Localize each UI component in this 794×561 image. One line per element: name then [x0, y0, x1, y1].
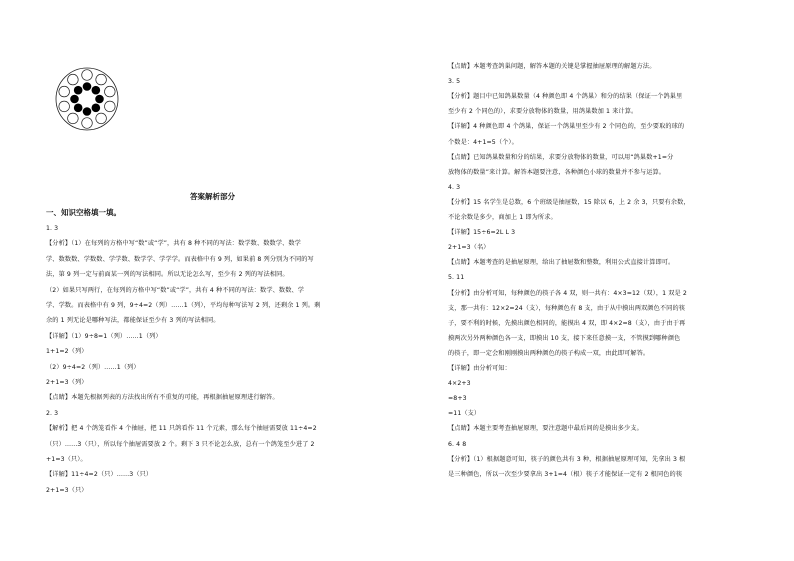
left-line: 余的 1 列无论是哪种写法，都能保证至少有 3 列的写法相同。 — [46, 317, 220, 325]
left-line: 【详解】（1）9÷8=1（列）……1（列） — [46, 332, 162, 340]
white-circle — [68, 113, 79, 124]
white-circle — [59, 101, 70, 112]
right-line: 【分析】题目中已知鸽巢数量（4 种颜色即 4 个鸽巢）和分的结果（保证一个鸽巢里 — [448, 93, 683, 101]
right-line: 至少有 2 个同色的），求要分放物体的数量，用鸽巢数加 1 来计算。 — [448, 108, 638, 116]
left-line: 2. 3 — [46, 409, 59, 417]
left-line: 学、数数数、学数数、学学数、数学学、学学学。而表格中有 9 列，如果前 8 列分别为不同的写 — [46, 255, 314, 263]
right-line: 5. 11 — [448, 274, 465, 282]
left-line: （2）如果只写两行，在每列的方格中写“数”或“学”，共有 4 种不同的写法：数学、数数、学 — [46, 286, 305, 294]
right-line: 【分析】由分析可知，每种颜色的筷子各 4 双，则一共有：4×3=12（双），1 双是 2 — [448, 289, 687, 297]
right-line: 【点睛】已知鸽巢数量和分的结果，求要分放物体的数量，可以用“鸽巢数+1=分 — [448, 153, 674, 161]
black-circle — [92, 104, 101, 113]
black-circle — [74, 104, 83, 113]
black-circle — [83, 107, 92, 116]
left-line: 1. 3 — [46, 225, 59, 232]
right-line: 子，要不利的时候，先摸出颜色相同的，能摸出 4 双，即 4×2=8（支），由于由于再 — [448, 319, 686, 327]
left-line: 法，第 9 列一定与前面某一列的写法相同。所以无论怎么写，至少有 2 列的写法相同。 — [46, 271, 289, 279]
right-line: 【点睛】本题主要考查抽屉原理，要注意题中最后问的是摸出多少支。 — [448, 425, 643, 433]
white-circle — [59, 86, 70, 97]
white-circle — [105, 86, 116, 97]
left-line: 【详解】11÷4=2（只）……3（只） — [46, 471, 153, 479]
left-line: （2）9÷4=2（列）……1（列） — [46, 363, 140, 371]
white-circle — [105, 101, 116, 112]
right-line: 支，那一共有：12×2=24（支），每种颜色有 8 支，由于从中摸出两双颜色不同的筷 — [448, 304, 686, 312]
right-line: 2+1=3（名） — [448, 244, 490, 252]
white-circle — [82, 118, 93, 129]
left-line: 学、学数。而表格中有 9 列，9÷4=2（列）……1（列），平均每种写法写 2 列，还剩余 1 列。剩 — [46, 302, 321, 309]
right-line: 个数是：4+1=5（个）。 — [448, 138, 518, 146]
right-line: 【详解】4 种颜色即 4 个鸽巢，保证一个鸽巢里至少有 2 个同色的，至少要取的球的 — [448, 123, 685, 131]
right-line: 【点睛】本题考查的是抽屉原理，给出了抽屉数和整数，利用公式直接计算即可。 — [448, 259, 675, 267]
right-line: 【分析】（1）根据题意可知，筷子的颜色共有 3 种，根据抽屉原理可知，先拿出 3 根 — [448, 455, 686, 463]
right-line: =8+3 — [448, 395, 467, 403]
right-line: 放物体的数量”来计算。解答本题要注意，各种颜色小球的数量并不参与运算。 — [448, 168, 666, 176]
right-line: 3. 5 — [448, 78, 461, 86]
left-line: 2+1=3（列） — [46, 379, 88, 386]
right-line: 不论余数是多少，商加上 1 即为所求。 — [448, 214, 557, 221]
black-circle — [95, 95, 104, 104]
right-line: 【详解】由分析可知： — [448, 365, 511, 372]
left-line: 【分析】（1）在每列的方格中写“数”或“学”，共有 8 种不同的写法：数学数、数数学、数学 — [46, 240, 301, 248]
left-line: +1=3（只）。 — [46, 456, 87, 463]
answer-analysis-title: 答案解析部分 — [190, 192, 235, 201]
black-circle — [83, 82, 92, 91]
right-line: 【分析】15 名学生是总数，6 个班级是抽屉数，15 除以 6，上 2 余 3，只要有余数， — [448, 198, 690, 206]
right-line: 【详解】15÷6=2L L 3 — [448, 229, 516, 237]
right-line: =11（支） — [448, 410, 481, 418]
circle-arrangement-figure — [54, 66, 120, 132]
right-line: 4×2+3 — [448, 380, 471, 388]
right-line: 4. 3 — [448, 183, 461, 191]
left-line: 【点睛】本题先根据列表的方法找出所有不重复的可能，再根据抽屉原理进行解答。 — [46, 394, 279, 402]
right-line: 【点睛】本题考查鸽巢问题，解答本题的关键是掌握抽屉原理的解题方法。 — [448, 63, 656, 70]
section-heading: 一、知识空格填一填。 — [46, 208, 121, 217]
right-line: 摸两次另外两种颜色各一支，即摸出 10 支，接下来任意摸一支，不管摸到哪种颜色 — [448, 334, 681, 342]
white-circle — [68, 74, 79, 85]
right-line: 是三种颜色，所以一次至少要拿出 3+1=4（根）筷子才能保证一定有 2 根同色的筷 — [448, 470, 683, 478]
left-line: （只）……3（只），所以每个抽屉需要放 2 个。剩下 3 只不论怎么放，总有一个鸽笼至少进了 2 — [46, 440, 315, 448]
white-circle — [96, 74, 107, 85]
black-circle — [92, 86, 101, 95]
black-circle — [74, 86, 83, 95]
right-line: 6. 4 8 — [448, 440, 467, 448]
left-line: 【解析】把 4 个鸽笼看作 4 个抽屉，把 11 只鸽看作 11 个元素，那么每个抽屉需要放 11÷4=2 — [46, 425, 317, 433]
right-line: 的筷子，即一定会和刚刚摸出两种颜色的筷子构成一双，由此即可解答。 — [448, 349, 650, 357]
black-circle — [70, 95, 79, 104]
left-line: 1+1=2（列） — [46, 348, 88, 356]
white-circle — [96, 113, 107, 124]
left-line: 2+1=3（只） — [46, 486, 88, 494]
white-circle — [82, 70, 93, 81]
